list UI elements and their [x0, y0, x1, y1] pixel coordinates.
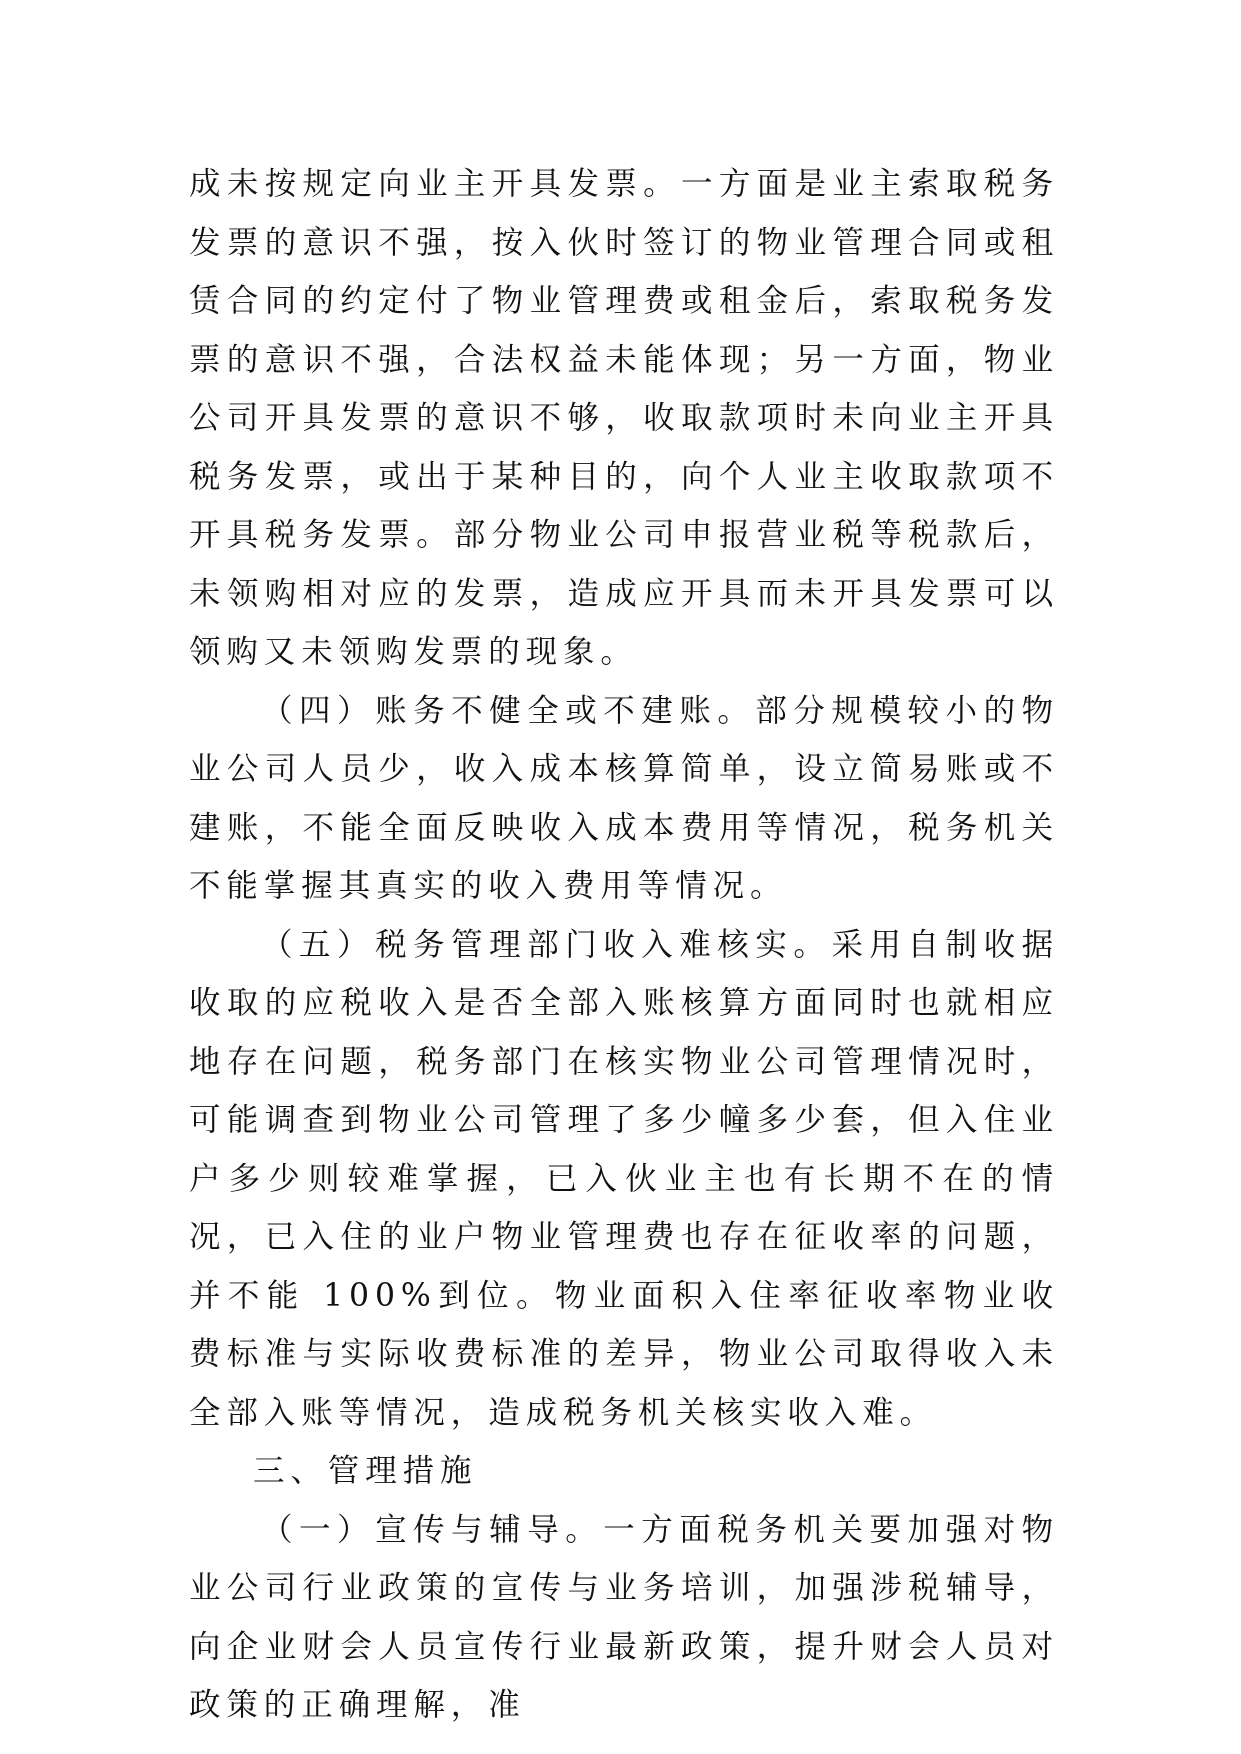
paragraph-income-verification: （五）税务管理部门收入难核实。采用自制收据收取的应税收入是否全部入账核算方面同时也就相应地存在问题，税务部门在核实物业公司管理情况时，可能调查到物业公司管理了多少幢多少套，但入住业户多少则较难掌握，已入伙业主也有长期不在的情况，已入住的业户物业管理费也存在征收率的问题，并不能 100%到位。物业面积入住率征收率物业收费标准与实际收费标准的差异，物业公司取得收入未全部入账等情况，造成税务机关核实收入难。 [189, 926, 1059, 1431]
paragraph-invoice-issues: 成未按规定向业主开具发票。一方面是业主索取税务发票的意识不强，按入伙时签订的物业管理合同或租赁合同的约定付了物业管理费或租金后，索取税务发票的意识不强，合法权益未能体现；另一方面，物业公司开具发票的意识不够，收取款项时未向业主开具税务发票，或出于某种目的，向个人业主收取款项不开具税务发票。部分物业公司申报营业税等税款后，未领购相对应的发票，造成应开具而未开具发票可以领购又未领购发票的现象。 [189, 166, 1059, 670]
document-body [189, 155, 1059, 1735]
paragraph-incomplete-accounts: （四）账务不健全或不建账。部分规模较小的物业公司人员少，收入成本核算简单，设立简易账或不建账，不能全面反映收入成本费用等情况，税务机关不能掌握其真实的收入费用等情况。 [189, 692, 1059, 904]
paragraph-publicity-guidance: （一）宣传与辅导。一方面税务机关要加强对物业公司行业政策的宣传与业务培训，加强涉税辅导，向企业财会人员宣传行业最新政策，提升财会人员对政策的正确理解，准 [189, 1511, 1059, 1723]
section-heading: 三、管理措施 [253, 1453, 478, 1489]
